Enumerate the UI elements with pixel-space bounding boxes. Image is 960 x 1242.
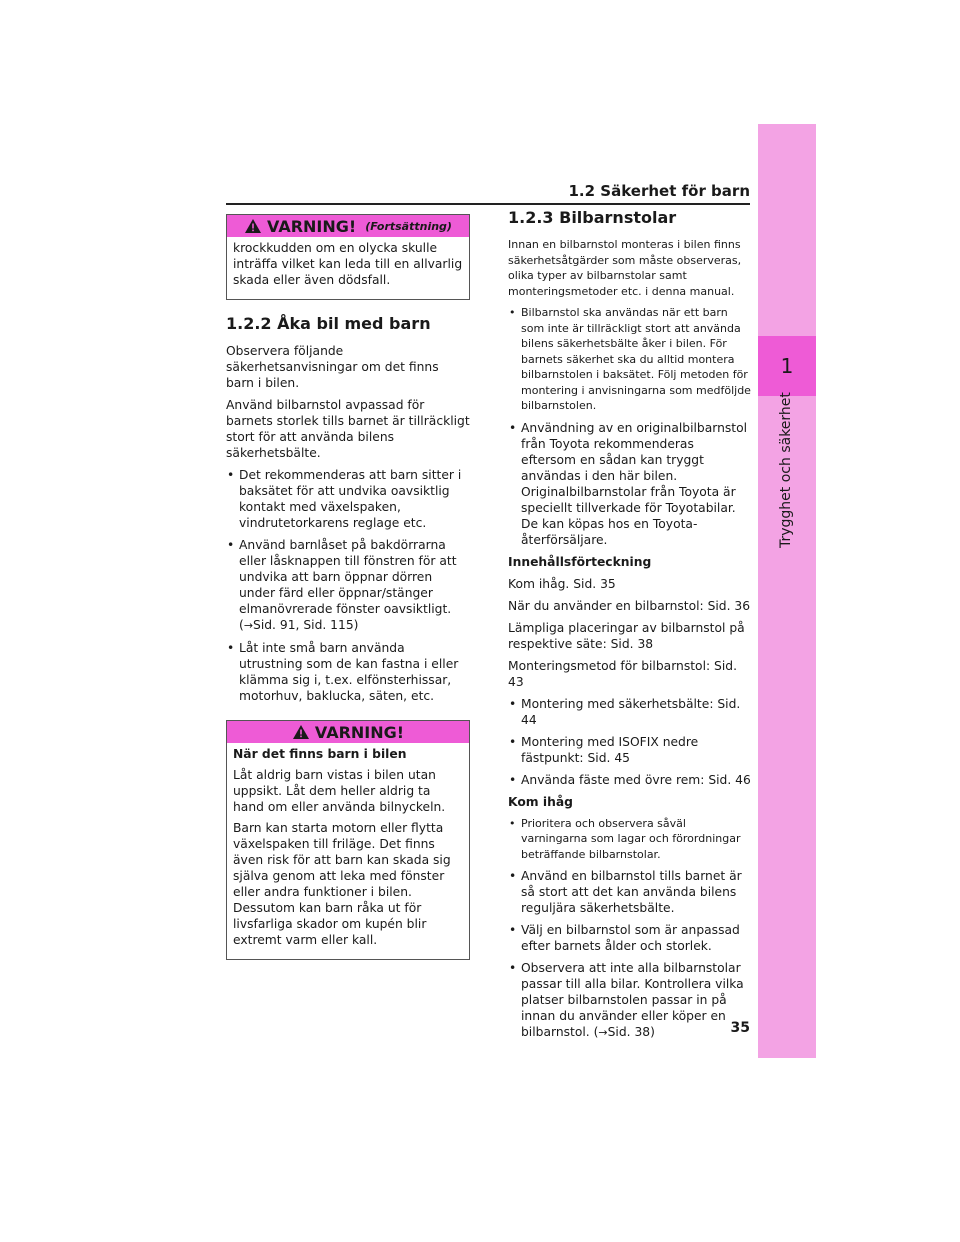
chapter-title-area xyxy=(758,392,816,556)
warning-bar xyxy=(227,215,469,237)
warning-box-main xyxy=(226,720,470,960)
list-item: • Det rekommenderas att barn sitter i baksätet för att undvika oavsiktlig kontakt med växelspaken, vindrutetorkarens reglage etc. xyxy=(226,467,470,531)
list-item: • Använda fäste med övre rem: Sid. 46 xyxy=(508,772,752,788)
intro-paragraph-1: Observera följande säkerhetsanvisningar om det finns barn i bilen. xyxy=(226,344,439,390)
left-column xyxy=(226,214,470,960)
warning-bar xyxy=(227,721,469,743)
warning-box-continued xyxy=(226,214,470,300)
chapter-side-tab xyxy=(758,124,816,1058)
warning-body xyxy=(227,237,469,299)
list-item-text: Observera att inte alla bilbarnstolar passar till alla bilar. Kontrollera vilka platser bilbarnstolen passar in på innan du använder eller köper en bilbarnstol. ( xyxy=(521,961,744,1039)
remember-bullets xyxy=(508,816,752,1042)
toc-entry: När du använder en bilbarnstol: Sid. 36 xyxy=(508,598,751,613)
section-heading-122: 1.2.2 Åka bil med barn xyxy=(226,314,431,333)
list-item: • Bilbarnstol ska användas när ett barn som inte är tillräckligt stort att använda bilens säkerhetsbälte åker i bilen. För barnets säkerhet ska du alltid montera bilbarnstolen i baksätet. Följ metoden för montering i anvisningarna som medföljde bilbarnstolen. xyxy=(508,305,752,414)
right-column xyxy=(508,208,752,1047)
list-item xyxy=(508,960,752,1041)
section-heading-123: 1.2.3 Bilbarnstolar xyxy=(508,208,677,227)
list-item-text: Använd barnlåset på bakdörrarna eller låsknappen till fönstren för att undvika att barn öppnar dörren under färd eller öppnar/stänger elmanövrerade fönster oavsiktligt. xyxy=(239,538,457,616)
toc-heading: Innehållsförteckning xyxy=(508,554,652,569)
page-reference: Sid. 38) xyxy=(607,1025,655,1039)
intro-paragraph-2: Använd bilbarnstol avpassad för barnets storlek tills barnet är tillräckligt stort för att använda bilens säkerhetsbälte. xyxy=(226,398,470,460)
toc-bullets xyxy=(508,696,752,788)
warning-body xyxy=(227,743,469,959)
list-item: • Låt inte små barn använda utrustning som de kan fastna i eller klämma sig i, t.ex. elfönsterhissar, motorhuv, baklucka, säten, etc. xyxy=(226,640,470,704)
warning-triangle-icon xyxy=(244,218,262,234)
list-item: • Användning av en originalbilbarnstol från Toyota rekommenderas eftersom en sådan kan tryggt användas i den här bilen. Originalbilbarnstolar från Toyota är speciellt tillverkade för Toyotabilar. De kan köpas hos en Toyota-återförsäljare. xyxy=(508,420,752,548)
remember-heading: Kom ihåg xyxy=(508,794,573,809)
section-header: 1.2 Säkerhet för barn xyxy=(568,182,750,200)
warning-paragraph: Barn kan starta motorn eller flytta växelspaken till friläge. Det finns även risk för att barn kan skada sig själva genom att leka med fönster eller andra funktioner i bilen. Dessutom kan barn råka ut för livsfarliga skador om kupén blir extremt varm eller kall. xyxy=(233,821,451,947)
page-number: 35 xyxy=(730,1020,750,1036)
warning-subtitle: (Fortsättning) xyxy=(365,219,452,233)
toc-entry: Kom ihåg. Sid. 35 xyxy=(508,576,616,591)
chapter-number: 1 xyxy=(758,336,816,396)
toc-entry: Lämpliga placeringar av bilbarnstol på respektive säte: Sid. 38 xyxy=(508,620,745,651)
list-item: • Montering med ISOFIX nedre fästpunkt: Sid. 45 xyxy=(508,734,752,766)
list-item: • Montering med säkerhetsbälte: Sid. 44 xyxy=(508,696,752,728)
child-seat-bullets xyxy=(508,305,752,548)
toc-entry: Monteringsmetod för bilbarnstol: Sid. 43 xyxy=(508,658,737,689)
warning-paragraph: Låt aldrig barn vistas i bilen utan uppsikt. Låt dem heller aldrig ta hand om eller använda bilnyckeln. xyxy=(233,768,446,814)
page-reference: Sid. 91, Sid. 115) xyxy=(253,618,359,632)
warning-title: VARNING! xyxy=(267,216,357,236)
warning-text: krockkudden om en olycka skulle inträffa vilket kan leda till en allvarlig skada eller även dödsfall. xyxy=(233,241,463,287)
arrow-icon: → xyxy=(243,619,254,632)
chapter-title: Trygghet och säkerhet xyxy=(778,392,794,548)
list-item: • Använd barnlåset på bakdörrarna eller låsknappen till fönstren för att undvika att barn öppnar dörren under färd eller öppnar/stänger elmanövrerade fönster oavsiktligt. (→Sid. 91, Sid. 115) xyxy=(226,537,470,634)
list-item: • Välj en bilbarnstol som är anpassad efter barnets ålder och storlek. xyxy=(508,922,752,954)
safety-bullets xyxy=(226,467,470,704)
warning-subheading: När det finns barn i bilen xyxy=(233,747,407,761)
warning-triangle-icon xyxy=(292,724,310,740)
arrow-icon: → xyxy=(598,1026,608,1039)
list-item: • Prioritera och observera såväl varningarna som lagar och förordningar beträffande bilbarnstolar. xyxy=(508,816,752,863)
warning-title: VARNING! xyxy=(314,722,405,742)
list-item: • Använd en bilbarnstol tills barnet är så stort att det kan använda bilens reguljära säkerhetsbälte. xyxy=(508,868,752,916)
header-rule xyxy=(226,203,750,205)
intro-paragraph: Innan en bilbarnstol monteras i bilen finns säkerhetsåtgärder som måste observeras, olika typer av bilbarnstolar samt monteringsmetoder etc. i denna manual. xyxy=(508,238,742,298)
